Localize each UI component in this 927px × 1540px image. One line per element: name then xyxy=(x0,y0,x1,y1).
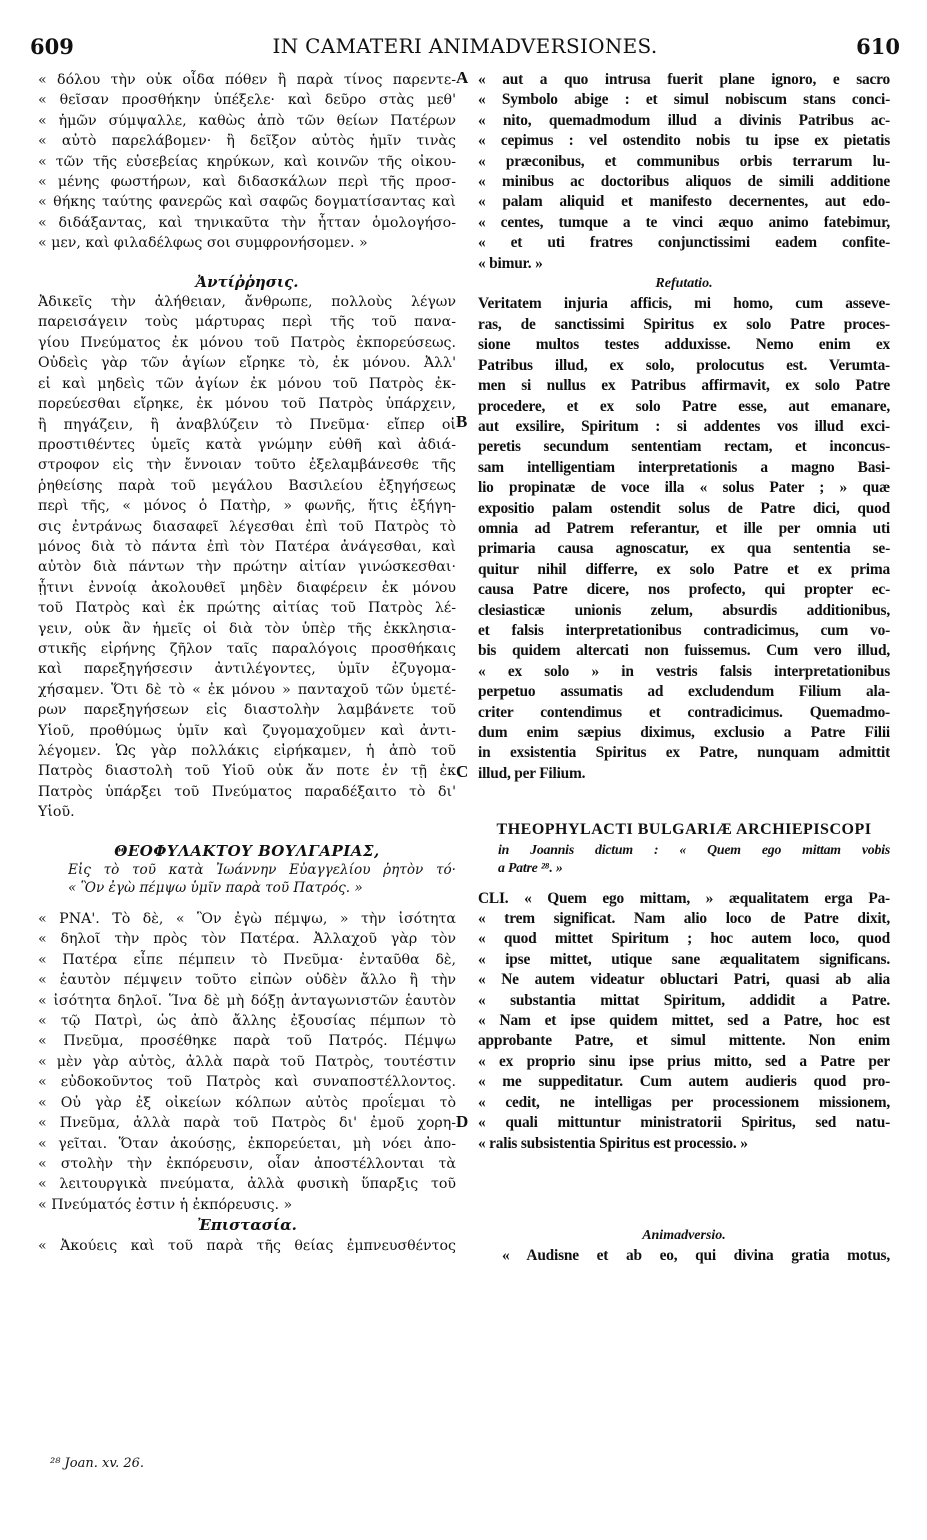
text-line: λέγομεν. Ὡς γὰρ πολλάκις εἰρήκαμεν, ἡ ἀπὸ τοῦ xyxy=(38,743,456,759)
text-line: ras, de sanctissimi Spiritus ex solo Patre proces- xyxy=(478,315,890,333)
text-line: « ΡΝΑ'. Τὸ δὲ, « Ὃν ἐγὼ πέμψω, » τὴν ἰσότητα xyxy=(38,911,456,928)
text-line: τοῦ Πατρὸς καὶ ἐκ πρώτης αἰτίας τοῦ Πατρὸς λέ- xyxy=(38,600,456,617)
text-line: « trem significat. Nam alio loco de Patre dixit, xyxy=(478,910,890,928)
text-line: στικῆς εἰρήνης ζῆλον ταῖς παραλόγοις προσθήκαις xyxy=(38,640,456,657)
latin-animadversio-heading: Animadversio. xyxy=(642,1227,726,1243)
text-line: « aut a quo intrusa fuerit plane ignoro, e sacro xyxy=(478,71,890,88)
text-line: « μένης φωστήρων, καὶ διδασκάλων περὶ τῆς προσ- xyxy=(38,174,456,191)
text-line: « Ὃν ἐγὼ πέμψω ὑμῖν παρὰ τοῦ Πατρός. » xyxy=(68,880,363,897)
text-line: quitur nihil differre, ex solo Patre et ex prima xyxy=(478,560,890,578)
text-line: clesiasticæ unionis zelum, absurdis additionibus, xyxy=(478,601,890,619)
text-line: γειν, οὐκ ἂν ἡμεῖς οἱ διὰ τὸν ὑπὲρ τῆς ἐκκλησια- xyxy=(38,620,456,637)
latin-subtitle xyxy=(478,841,890,877)
text-line: illud, per Filium. xyxy=(478,764,586,782)
text-line: « me suppeditatur. Cum autem audieris quod pro- xyxy=(478,1073,890,1091)
text-line: στροφον εἰς τὴν ἔννοιαν τοῦτο ἐξελαμβάνεσθε τῆς xyxy=(38,457,456,474)
text-line: « Πνεῦμα, ἀλλὰ παρὰ τοῦ Πατρὸς δι' ἐμοῦ χορη- xyxy=(38,1115,456,1132)
text-line: sam intelligentiam interpretationis a magno Basi- xyxy=(478,458,890,476)
text-line: « λειτουργικὰ πνεύματα, ἀλλὰ φυσικὴ ὕπαρξις τοῦ xyxy=(38,1176,456,1193)
text-line: « μὲν γὰρ αὐτὸς, ἀλλὰ παρὰ τοῦ Πατρὸς, τουτέστιν xyxy=(38,1053,456,1070)
text-line: « θεῖσαν προσθήκην ὑπέξελε· καὶ δεῦρο στὰς μεθ' xyxy=(38,92,456,109)
text-line: omnia ad Patrem referantur, et ille per omnia uti xyxy=(478,519,890,537)
text-line: expositio palam ostendit solus de Patre dici, quod xyxy=(478,499,890,517)
text-line: Veritatem injuria afficis, mi homo, cum asseve- xyxy=(478,295,890,313)
text-line: « palam aliquid et manifesto decernentes, aut edo- xyxy=(478,193,890,211)
text-line: ρων παρεξηγήσεων εἰς διαστολὴν λαμβάνετε τοῦ xyxy=(38,702,456,719)
margin-letter-b: B xyxy=(456,412,468,431)
greek-episkepsis-heading: Ἐπιστασία. xyxy=(197,1216,297,1235)
latin-quote xyxy=(478,70,890,274)
greek-refutation-heading: Ἀντίῤῥησις. xyxy=(195,272,299,291)
text-line: Εἰς τὸ τοῦ κατὰ Ἰωάννην Εὐαγγελίου ῥητὸν τό· xyxy=(68,862,456,879)
page-number-right: 610 xyxy=(856,34,900,59)
text-line: « substantia mittat Spiritum, addidit a Patre. xyxy=(478,991,890,1009)
text-line: « Ne autem videatur obluctari Patri, quasi ab alia xyxy=(478,971,890,989)
text-line: « γεῖται. Ὅταν ἀκούσῃς, ἐκπορεύεται, μὴ νόει ἀπο- xyxy=(38,1135,456,1152)
latin-refutation xyxy=(478,294,890,784)
text-line: « ex proprio sinu ipse prius mitto, sed a Patre per xyxy=(478,1052,890,1070)
text-line: Οὐδεὶς γὰρ τῶν ἁγίων εἴρηκε τὸ, ἐκ μόνου. Ἀλλ' xyxy=(38,355,456,372)
text-line: Patribus illud, ex solo, prolocutus est. Verumta- xyxy=(478,356,890,374)
text-line: « centes, tumque a te vinci æquo animo fatebimur, xyxy=(478,213,890,231)
text-line: « quod mittet Spiritum ; hoc autem loco, quod xyxy=(478,930,890,948)
latin-section-title: THEOPHYLACTI BULGARIÆ ARCHIEPISCOPI xyxy=(496,821,872,839)
running-title: IN CAMATERI ANIMADVERSIONES. xyxy=(272,34,658,58)
greek-section-title: ΘΕΟΦΥΛΑΚΤΟΥ ΒΟΥΛΓΑΡΙΑΣ, xyxy=(114,841,380,860)
text-line: « στολὴν τὴν ἐκπόρευσιν, οἷαν ἀποστέλλονται τὰ xyxy=(38,1155,456,1172)
page-header xyxy=(30,34,900,62)
text-line: et falsis interpretationibus contradicimus, cum vo- xyxy=(478,621,890,639)
text-line: Πατρὸς διαστολὴ τοῦ Υἱοῦ οὐκ ἄν ποτε ἐν τῇ ἐκ xyxy=(38,763,456,780)
text-line: Πατρὸς ὑπάρξει τοῦ Πνεύματος παραδέξαιτο τὸ δι' xyxy=(38,783,456,800)
text-line: « ipse mittet, utique sane æqualitatem significans. xyxy=(478,950,890,968)
text-line: γίου Πνεύματος ἐκ μόνου τοῦ Πατρὸς ἐκπορεύσεως. xyxy=(38,334,456,351)
text-line: αὐτὸν διὰ πάντων τὴν πρώτην αἰτίαν γινώσκεσθαι· xyxy=(38,559,456,576)
text-line: περὶ τῆς, « μόνος ὁ Πατὴρ, » φωνῆς, ἥτις ἐξήγη- xyxy=(38,498,456,515)
text-line: μόνος διὰ τὸ πάντα ἐπὶ τὸν Πατέρα ἀνάγεσθαι, καὶ xyxy=(38,538,456,555)
text-line: « διδάξαντας, καὶ τηνικαῦτα τὴν ἧτταν ὁμολογήσο- xyxy=(38,214,456,231)
text-line: « Nam et ipse quidem mittet, sed a Patre, hoc est xyxy=(478,1012,890,1030)
text-line: προστιθέντες ὑμεῖς κατὰ γνώμην εὐθῆ καὶ ἀδιά- xyxy=(38,436,456,453)
text-line: « Symbolo abige : et simul nobiscum stans conci- xyxy=(478,91,890,109)
text-line: « præconibus, et communibus orbis terrarum lu- xyxy=(478,152,890,170)
text-line: « δηλοῖ τὴν πρὸς τὸν Πατέρα. Ἀλλαχοῦ γὰρ τὸν xyxy=(38,931,456,948)
text-line: « Οὐ γὰρ ἐξ οἰκείων κόλπων αὐτὸς προΐεμαι τὸ xyxy=(38,1094,456,1111)
text-line: criter contendimus et contradicimus. Quemadmo- xyxy=(478,703,890,721)
text-line: CLI. « Quem ego mittam, » æqualitatem erga Pa- xyxy=(478,889,890,907)
text-line: peretis secundum sententiam rectam, et inconcus- xyxy=(478,438,890,456)
text-line: σις ἐντράνως διασαφεῖ λέγεσθαι ἐπὶ τοῦ Πατρὸς τὸ xyxy=(38,518,456,535)
text-line: « μεν, καὶ φιλαδέλφως σοι συμφρονήσομεν. » xyxy=(38,235,368,252)
text-line: « bimur. » xyxy=(478,254,543,272)
text-line: « τῷ Πατρὶ, ὡς ἀπὸ ἄλλης ἐξουσίας πέμπων τὸ xyxy=(38,1013,456,1030)
text-line: approbante Patre, et simul mittente. Non enim xyxy=(478,1032,890,1050)
text-line: « Πνεῦμα, προσέθηκε παρὰ τοῦ Πατρός. Πέμψω xyxy=(38,1033,456,1050)
text-line: πορεύεσθαι εἴρηκε, ἐκ μόνου τοῦ Πατρὸς ὑπάρχειν, xyxy=(38,396,456,413)
text-line: bis quidem altercati non fuissemus. Cum vero illud, xyxy=(478,642,890,660)
text-line: perpetuo assumatis ad excludendum Filium ala- xyxy=(478,683,890,701)
text-line: aut exsilire, Spiritum : si addentes vos illud exci- xyxy=(478,417,890,435)
margin-letter-c: C xyxy=(456,762,469,781)
text-line: Υἱοῦ, προθύμως ὑμῖν καὶ ζυγομαχοῦμεν καὶ ἀντι- xyxy=(38,722,456,739)
text-line: in Joannis dictum : « Quem ego mittam vobis xyxy=(498,841,890,857)
text-line: « quali mittuntur ministratorii Spiritus, sed natu- xyxy=(478,1114,890,1132)
text-line: « nito, quemadmodum illud a divinis Patribus ac- xyxy=(478,111,890,129)
text-line: « et uti fratres conjunctissimi eadem confite- xyxy=(478,234,890,252)
latin-last-line: « Audisne et ab eo, qui divina gratia motus, xyxy=(502,1247,890,1265)
text-line: ᾗτινι ἐννοίᾳ ἀκολουθεῖ μηδὲν διαφέρειν ἐκ μόνου xyxy=(38,579,456,596)
text-line: a Patre ²⁸. » xyxy=(498,859,563,875)
latin-column xyxy=(478,70,890,1267)
text-line: ἢ πηγάζειν, ἢ ἀναβλύζειν τὸ Πνεῦμα· εἴπερ οἱ xyxy=(38,416,456,433)
greek-body xyxy=(38,909,456,1215)
text-line: « ἰσότητα δηλοῖ. Ἵνα δὲ μὴ δόξῃ ἀνταγωνιστῶν ἑαυτὸν xyxy=(38,992,456,1009)
text-line: « minibus ac doctoribus aliquos de simili additione xyxy=(478,173,890,191)
text-line: « εὐδοκοῦντος τοῦ Πατρὸς καὶ συναποστέλλοντος. xyxy=(38,1074,456,1091)
text-line: « Πατέρα εἶπε πέμπειν τὸ Πνεῦμα· ἐνταῦθα δὲ, xyxy=(38,951,456,968)
greek-last-line: « Ἀκούεις καὶ τοῦ παρὰ τῆς θείας ἐμπνευσθέντος xyxy=(38,1237,456,1254)
greek-refutation xyxy=(38,292,456,823)
text-line: causa Patre dicere, nos profecto, qui propter ec- xyxy=(478,581,890,599)
text-line: lio propinatæ de voce illa « solus Pater ; » quæ xyxy=(478,479,890,497)
text-line: εἰ καὶ μηδεὶς τῶν ἁγίων ἐκ μόνου τοῦ Πατρὸς ἐκ- xyxy=(38,375,456,392)
text-line: « cepimus : vel ostendito nobis tu ipse ex pietatis xyxy=(478,132,890,150)
text-line: « θήκης ταύτης φανερῶς καὶ σαφῶς δογματίσαντας καὶ xyxy=(38,194,456,211)
text-line: « Πνεύματός ἐστιν ἡ ἐκπόρευσις. » xyxy=(38,1196,293,1213)
latin-refutation-heading: Refutatio. xyxy=(655,276,713,292)
text-line: « cedit, ne intelligas per processionem missionem, xyxy=(478,1093,890,1111)
text-line: « αὐτὸ παρελάβομεν· ἢ δεῖξον αὐτὸς ἡμῖν τινὰς xyxy=(38,133,456,150)
text-line: « ralis subsistentia Spiritus est processio. » xyxy=(478,1134,748,1152)
text-line: « τῶν τῆς εὐσεβείας κηρύκων, καὶ κοινῶν τῆς οἰκου- xyxy=(38,153,456,170)
text-line: in exsistentia Spiritus ex Patre, nunquam admittit xyxy=(478,744,890,762)
margin-letter-a: A xyxy=(456,68,469,87)
text-line: Υἱοῦ. xyxy=(38,804,75,821)
text-line: « ex solo » in vestris falsis interpretationibus xyxy=(478,662,890,680)
text-line: men si nullus ex Patribus affirmavit, ex solo Patre xyxy=(478,377,890,395)
text-line: Ἀδικεῖς τὴν ἀλήθειαν, ἄνθρωπε, πολλοὺς λέγων xyxy=(38,294,456,311)
margin-letter-d: D xyxy=(456,1112,469,1131)
text-line: καὶ παρεξηγήσεσιν ἀντιλέγοντες, ὑμῖν ἐζυγομα- xyxy=(38,661,456,678)
greek-subtitle xyxy=(38,861,456,897)
text-line: « δόλου τὴν οὐκ οἶδα πόθεν ἢ παρὰ τίνος παρεντε- xyxy=(38,72,456,88)
text-line: procedere, et ex solo Patre esse, aut emanare, xyxy=(478,397,890,415)
text-line: primaria causa agnoscatur, ex qua sententia se- xyxy=(478,540,890,558)
footnote: ²⁸ Joan. xv. 26. xyxy=(50,1456,145,1471)
text-line: παρεισάγειν τοὺς μάρτυρας περὶ τῆς τοῦ πανα- xyxy=(38,314,456,331)
text-line: dum enim sæpius diximus, exclusio a Patre Filii xyxy=(478,724,890,741)
text-line: χήσαμεν. Ὅτι δὲ τὸ « ἐκ μόνου » πανταχοῦ τῶν ὑμετέ- xyxy=(38,681,456,698)
text-line: ῥηθείσης παρὰ τοῦ μεγάλου Βασιλείου ἐξηγήσεως xyxy=(38,477,456,494)
page-number-left: 609 xyxy=(30,34,74,59)
text-line: « ἑαυτὸν πέμψειν τοῦτο εἰπὼν οὐδὲν ἄλλο ἢ τὴν xyxy=(38,972,456,989)
text-line: sione multos testes adduxisse. Nemo enim ex xyxy=(478,336,890,354)
greek-column xyxy=(38,70,456,1256)
greek-quote xyxy=(38,70,456,254)
latin-body xyxy=(478,889,890,1154)
text-line: « ἡμῶν σύμψαλλε, καθὼς ἀπὸ τῶν θείων Πατέρων xyxy=(38,112,456,129)
